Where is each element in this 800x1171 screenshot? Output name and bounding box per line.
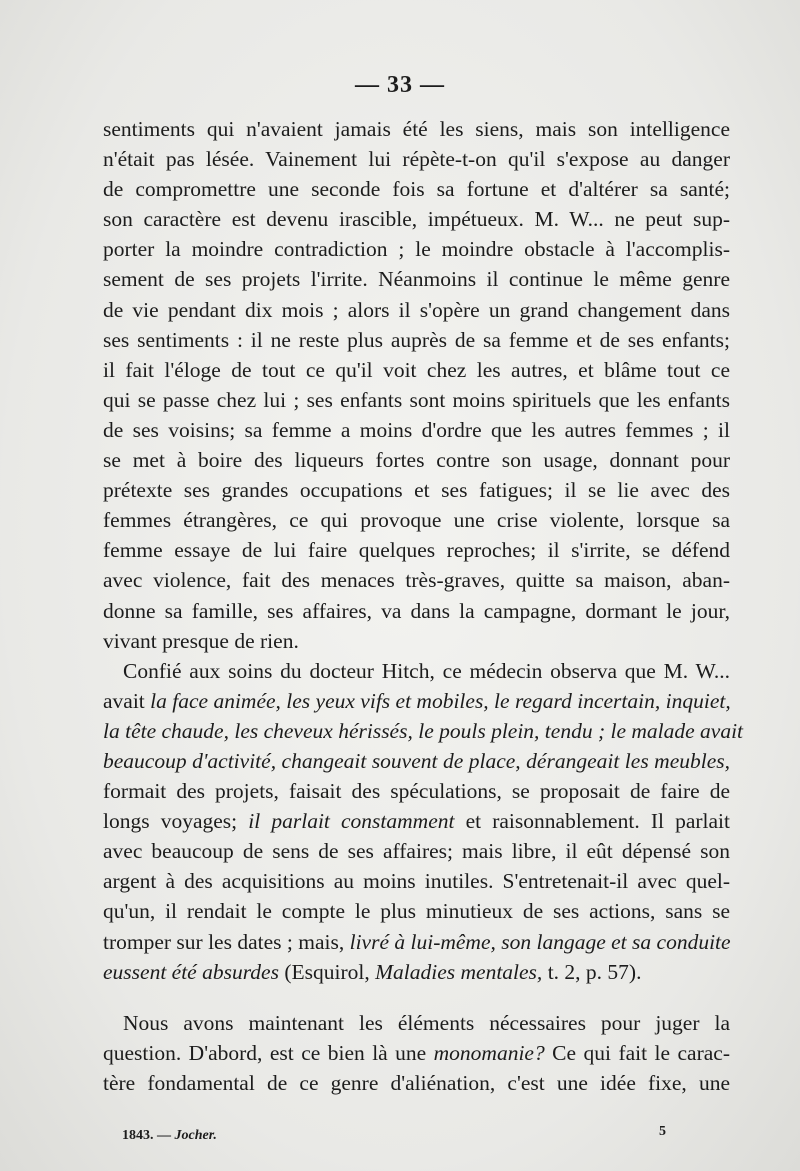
text-line: tère fondamental de ce genre d'aliénation, c'est une idée fixe, une <box>103 1070 730 1095</box>
text-line: sement de ses projets l'irrite. Néanmoins il continue le même genre <box>103 267 730 292</box>
text-line: Nous avons maintenant les éléments nécessaires pour juger la <box>123 1010 730 1035</box>
text-line: Confié aux soins du docteur Hitch, ce médecin observa que M. W... <box>123 658 730 683</box>
text-line: eussent été absurdes (Esquirol, Maladies mentales, t. 2, p. 57). <box>103 959 642 984</box>
text-line: qui se passe chez lui ; ses enfants sont moins spirituels que les enfants <box>103 387 730 412</box>
text-line: qu'un, il rendait le compte le plus minutieux de ses actions, sans se <box>103 899 730 924</box>
text-line: sentiments qui n'avaient jamais été les siens, mais son intelligence <box>103 117 730 141</box>
text-line: beaucoup d'activité, changeait souvent de place, dérangeait les meubles, <box>103 748 730 773</box>
text-line: avec beaucoup de sens de ses affaires; mais libre, il eût dépensé son <box>103 839 730 864</box>
text-line: de vie pendant dix mois ; alors il s'opère un grand changement dans <box>103 297 730 322</box>
text-line: de compromettre une seconde fois sa fortune et d'altérer sa santé; <box>103 177 730 202</box>
text-line: ses sentiments : il ne reste plus auprès de sa femme et de ses enfants; <box>103 327 730 352</box>
text-line: se met à boire des liqueurs fortes contre son usage, donnant pour <box>103 448 730 473</box>
text-line: vivant presque de rien. <box>103 628 299 653</box>
text-line: donne sa famille, ses affaires, va dans la campagne, dormant le jour, <box>103 598 730 623</box>
text-line: longs voyages; il parlait constamment et raisonnablement. Il parlait <box>103 809 730 834</box>
text-line: il fait l'éloge de tout ce qu'il voit chez les autres, et blâme tout ce <box>103 357 730 382</box>
text-line: avec violence, fait des menaces très-graves, quitte sa maison, aban- <box>103 568 730 593</box>
text-line: prétexte ses grandes occupations et ses fatigues; il se lie avec des <box>103 478 730 503</box>
text-line: porter la moindre contradiction ; le moindre obstacle à l'accomplis- <box>103 237 730 262</box>
text-line: argent à des acquisitions au moins inutiles. S'entretenait-il avec quel- <box>103 869 730 894</box>
text-line: n'était pas lésée. Vainement lui répète-t-on qu'il s'expose au danger <box>103 147 730 172</box>
signature-mark: 1843. — Jocher. <box>122 1128 217 1143</box>
text-line: femme essaye de lui faire quelques reproches; il s'irrite, se défend <box>103 538 730 563</box>
body-text <box>103 114 744 1098</box>
text-line: son caractère est devenu irascible, impétueux. M. W... ne peut sup- <box>103 207 730 232</box>
text-line: de ses voisins; sa femme a moins d'ordre que les autres femmes ; il <box>103 417 730 442</box>
text-line: question. D'abord, est ce bien là une monomanie? Ce qui fait le carac- <box>103 1040 730 1065</box>
text-line: avait la face animée, les yeux vifs et mobiles, le regard incertain, inquiet, <box>103 688 731 713</box>
text-line: la tête chaude, les cheveux hérissés, le pouls plein, tendu ; le malade avait <box>103 718 744 743</box>
text-line: formait des projets, faisait des spéculations, se proposait de faire de <box>103 779 730 804</box>
text-line: tromper sur les dates ; mais, livré à lui-même, son langage et sa conduite <box>103 929 731 954</box>
sheet-number: 5 <box>659 1124 666 1139</box>
text-line: femmes étrangères, ce qui provoque une crise violente, lorsque sa <box>103 508 730 533</box>
page-number: — 33 — <box>355 72 445 98</box>
